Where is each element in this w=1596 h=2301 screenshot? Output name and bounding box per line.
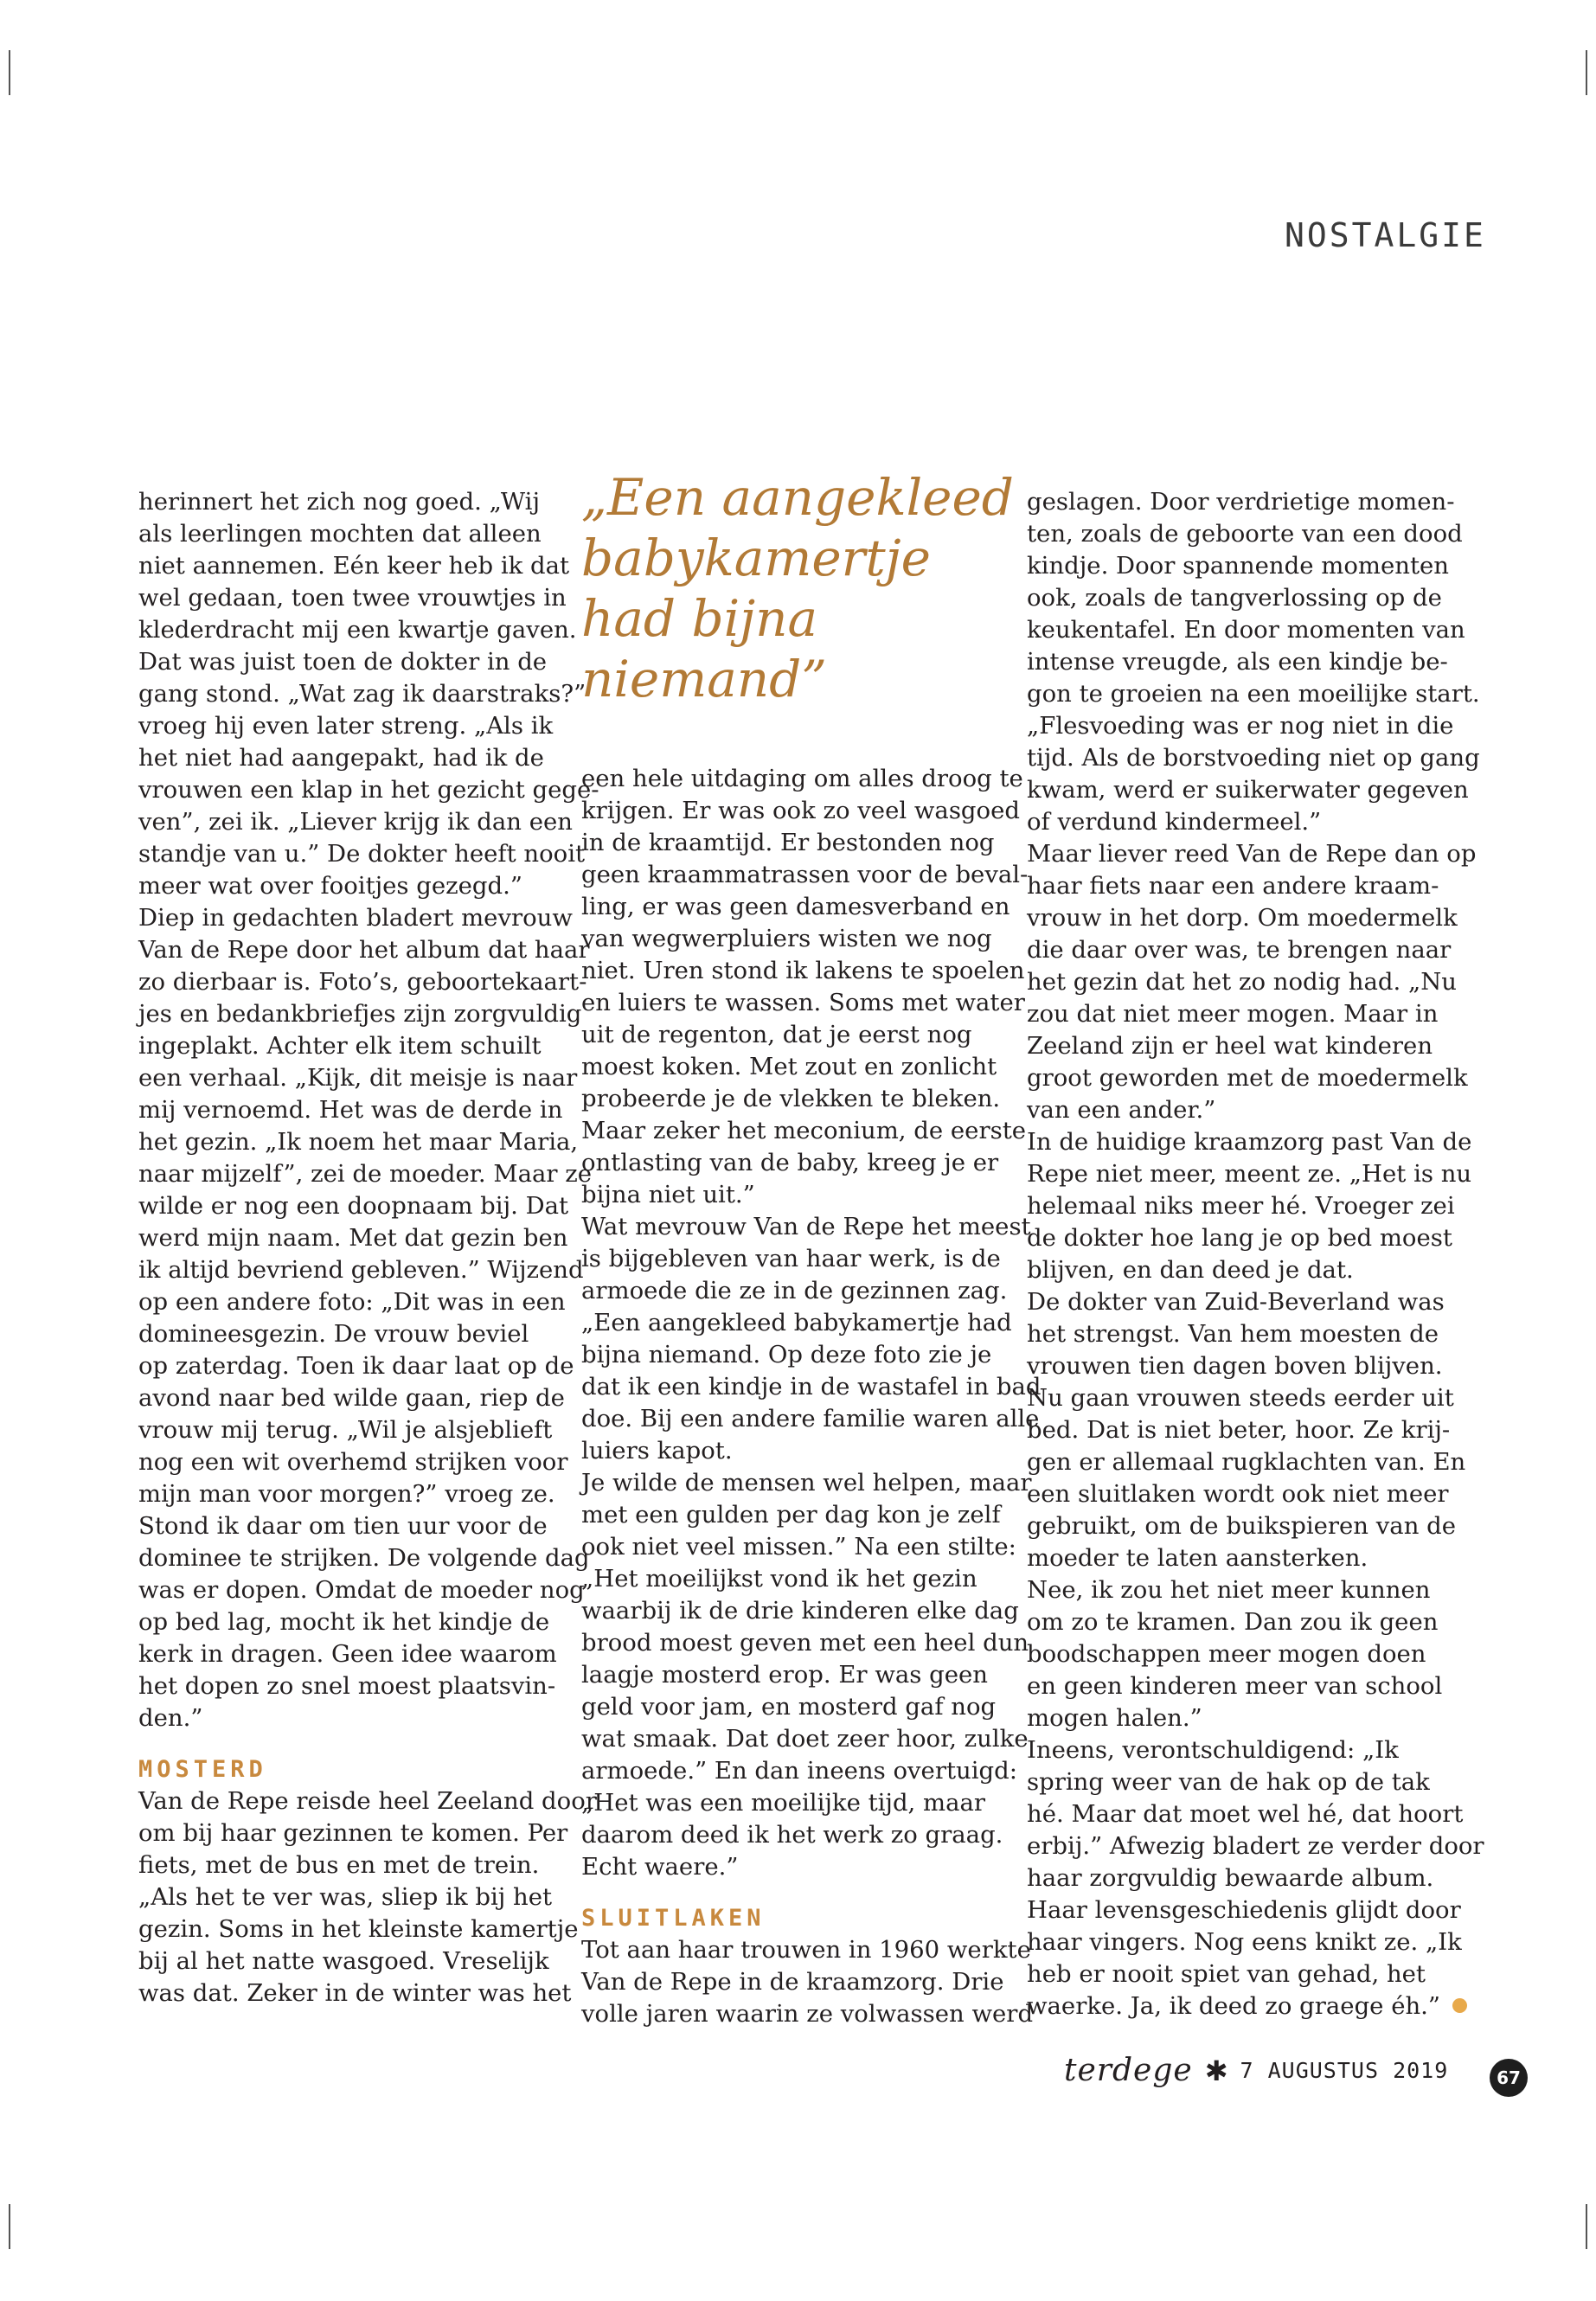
text-line: is bijgebleven van haar werk, is de [581,1245,1001,1272]
text-line: klederdracht mij een kwartje gaven. [138,616,577,644]
text-line: vrouw mij terug. „Wil je alsjeblieft [138,1416,553,1444]
text-line: vrouwen tien dagen boven blijven. [1027,1352,1443,1380]
text-line: op zaterdag. Toen ik daar laat op de [138,1352,574,1380]
section-label: NOSTALGIE [1285,216,1486,254]
crop-mark-bottom-right [1586,2204,1587,2249]
text-line: mijn man voor morgen?” vroeg ze. [138,1480,555,1508]
pull-quote-line: had bijna [581,589,818,648]
text-line: daarom deed ik het werk zo graag. [581,1821,1003,1849]
text-line: kindje. Door spannende momenten [1027,552,1449,580]
column-1-body-top [138,486,599,1734]
text-line: gang stond. „Wat zag ik daarstraks?” [138,680,586,708]
text-line: moeder te laten aansterken. [1027,1544,1368,1572]
text-line: Nu gaan vrouwen steeds eerder uit [1027,1384,1454,1412]
text-line: naar mijzelf”, zei de moeder. Maar ze [138,1160,593,1188]
pull-quote-line: „Een aangekleed [581,468,1014,527]
issue-date: 7 AUGUSTUS 2019 [1240,2058,1449,2083]
text-line: bed. Dat is niet beter, hoor. Ze krij- [1027,1416,1451,1444]
page-number: 67 [1490,2059,1528,2097]
text-line: ook niet veel missen.” Na een stilte: [581,1533,1016,1561]
text-line: geen kraammatrassen voor de beval- [581,861,1029,888]
text-line: als leerlingen mochten dat alleen [138,520,542,548]
text-line: „Als het te ver was, sliep ik bij het [138,1883,553,1911]
crop-mark-top-left [9,50,10,95]
column-2-body-bottom [581,1934,1034,2030]
text-line: „Het was een moeilijke tijd, maar [581,1789,986,1817]
text-line: jes en bedankbriefjes zijn zorgvuldig [138,1000,582,1028]
text-line: niet. Uren stond ik lakens te spoelen [581,957,1025,984]
text-line: vroeg hij even later streng. „Als ik [138,712,554,740]
text-line: groot geworden met de moedermelk [1027,1064,1468,1092]
text-line: om zo te kramen. Dan zou ik geen [1027,1608,1439,1636]
text-line: ten, zoals de geboorte van een dood [1027,520,1463,548]
text-line: om bij haar gezinnen te komen. Per [138,1819,568,1847]
text-line: blijven, en dan deed je dat. [1027,1256,1354,1284]
text-line: Van de Repe in de kraamzorg. Drie [581,1968,1004,1996]
text-line: helemaal niks meer hé. Vroeger zei [1027,1192,1455,1220]
text-line: Wat mevrouw Van de Repe het meest [581,1213,1031,1240]
text-line: krijgen. Er was ook zo veel wasgoed [581,797,1020,824]
text-line: volle jaren waarin ze volwassen werd [581,2000,1034,2028]
page-footer [1064,2053,1448,2088]
text-line: Nee, ik zou het niet meer kunnen [1027,1576,1431,1604]
text-line: wat smaak. Dat doet zeer hoor, zulke [581,1725,1029,1753]
text-line: van wegwerpluiers wisten we nog [581,925,992,952]
text-line: spring weer van de hak op de tak [1027,1768,1430,1796]
text-line: en luiers te wassen. Soms met water [581,989,1025,1016]
text-line: gen er allemaal rugklachten van. En [1027,1448,1466,1476]
text-line: die daar over was, te brengen naar [1027,936,1452,964]
text-line: een verhaal. „Kijk, dit meisje is naar [138,1064,578,1092]
text-line: moest koken. Met zout en zonlicht [581,1053,997,1080]
text-line: Tot aan haar trouwen in 1960 werkte [581,1936,1031,1964]
text-line: Ineens, verontschuldigend: „Ik [1027,1736,1399,1764]
text-line: avond naar bed wilde gaan, riep de [138,1384,565,1412]
text-line: standje van u.” De dokter heeft nooit [138,840,586,868]
text-line: en geen kinderen meer van school [1027,1672,1443,1700]
crop-mark-bottom-left [9,2204,10,2249]
text-line: een sluitlaken wordt ook niet meer [1027,1480,1449,1508]
text-line: de dokter hoe lang je op bed moest [1027,1224,1452,1252]
pull-quote-line: babykamertje [581,529,931,587]
text-line: hé. Maar dat moet wel hé, dat hoort [1027,1800,1464,1828]
text-line: kerk in dragen. Geen idee waarom [138,1640,557,1668]
text-line: Diep in gedachten bladert mevrouw [138,904,573,932]
text-line: vrouwen een klap in het gezicht gege- [138,776,599,804]
text-line: bijna niet uit.” [581,1181,755,1208]
text-line: Van de Repe reisde heel Zeeland door [138,1787,597,1815]
text-line: waarbij ik de drie kinderen elke dag [581,1597,1019,1625]
text-line: op een andere foto: „Dit was in een [138,1288,566,1316]
text-line: dominee te strijken. De volgende dag [138,1544,590,1572]
text-line: Je wilde de mensen wel helpen, maar [581,1469,1032,1497]
text-line: het dopen zo snel moest plaatsvin- [138,1672,556,1700]
text-line: ook, zoals de tangverlossing op de [1027,584,1442,612]
text-line: werd mijn naam. Met dat gezin ben [138,1224,568,1252]
text-line: ling, er was geen damesverband en [581,893,1010,920]
text-line: van een ander.” [1027,1096,1216,1124]
text-line: met een gulden per dag kon je zelf [581,1501,1001,1529]
text-line: bijna niemand. Op deze foto zie je [581,1341,992,1368]
column-1-body-bottom [138,1785,597,2009]
text-line: geslagen. Door verdrietige momen- [1027,488,1455,516]
text-line: meer wat over fooitjes gezegd.” [138,872,522,900]
text-line: gezin. Soms in het kleinste kamertje [138,1915,579,1943]
pull-quote-line: niemand” [581,650,827,708]
text-line: in de kraamtijd. Er bestonden nog [581,829,995,856]
text-line: een hele uitdaging om alles droog te [581,765,1023,792]
text-line: probeerde je de vlekken te bleken. [581,1085,1001,1112]
text-line: armoede die ze in de gezinnen zag. [581,1277,1008,1304]
text-line: boodschappen meer mogen doen [1027,1640,1426,1668]
text-line: „Een aangekleed babykamertje had [581,1309,1012,1336]
text-line: den.” [138,1704,203,1732]
subheading-mosterd: MOSTERD [138,1756,267,1783]
text-line: domineesgezin. De vrouw beviel [138,1320,529,1348]
text-line: haar vingers. Nog eens knikt ze. „Ik [1027,1928,1462,1956]
text-line: was dat. Zeker in de winter was het [138,1979,572,2007]
text-line: het strengst. Van hem moesten de [1027,1320,1439,1348]
text-line: ingeplakt. Achter elk item schuilt [138,1032,542,1060]
article-column-2 [581,467,1042,2030]
text-line: Dat was juist toen de dokter in de [138,648,548,676]
article-column-3 [1027,486,1484,2022]
text-line: wel gedaan, toen twee vrouwtjes in [138,584,567,612]
text-line: armoede.” En dan ineens overtuigd: [581,1757,1018,1785]
text-line: gebruikt, om de buikspieren van de [1027,1512,1457,1540]
text-line: geld voor jam, en mosterd gaf nog [581,1693,997,1721]
text-line: Echt waere.” [581,1853,739,1881]
text-line: vrouw in het dorp. Om moedermelk [1027,904,1458,932]
pull-quote [581,467,1014,709]
text-line: erbij.” Afwezig bladert ze verder door [1027,1832,1484,1860]
text-line: Haar levensgeschiedenis glijdt door [1027,1896,1461,1924]
text-line: wilde er nog een doopnaam bij. Dat [138,1192,569,1220]
text-line: luiers kapot. [581,1437,733,1465]
text-line: ven”, zei ik. „Liever krijg ik dan een [138,808,573,836]
text-line: keukentafel. En door momenten van [1027,616,1465,644]
text-line: fiets, met de bus en met de trein. [138,1851,540,1879]
text-line: zou dat niet meer mogen. Maar in [1027,1000,1439,1028]
article-column-1 [138,486,599,2009]
text-line: haar fiets naar een andere kraam- [1027,872,1439,900]
text-line: Maar liever reed Van de Repe dan op [1027,840,1477,868]
text-line: nog een wit overhemd strijken voor [138,1448,568,1476]
text-line: Van de Repe door het album dat haar [138,936,590,964]
text-line: Stond ik daar om tien uur voor de [138,1512,548,1540]
text-line: tijd. Als de borstvoeding niet op gang [1027,744,1480,772]
text-line: het gezin. „Ik noem het maar Maria, [138,1128,579,1156]
text-line: laagje mosterd erop. Er was geen [581,1661,988,1689]
text-line: ontlasting van de baby, kreeg je er [581,1149,999,1176]
end-of-article-dot-icon [1452,1998,1467,2013]
text-line: kwam, werd er suikerwater gegeven [1027,776,1469,804]
text-line: ik altijd bevriend gebleven.” Wijzend [138,1256,584,1284]
text-line: het gezin dat het zo nodig had. „Nu [1027,968,1457,996]
text-line: het niet had aangepakt, had ik de [138,744,544,772]
text-line: was er dopen. Omdat de moeder nog [138,1576,585,1604]
text-line: waerke. Ja, ik deed zo graege éh.” [1027,1990,1438,2022]
text-line: mij vernoemd. Het was de derde in [138,1096,563,1124]
magazine-logo: terdege [1064,2053,1193,2088]
text-line: Maar zeker het meconium, de eerste [581,1117,1027,1144]
text-line: „Flesvoeding was er nog niet in die [1027,712,1454,740]
text-line: heb er nooit spiet van gehad, het [1027,1960,1426,1988]
text-line: gon te groeien na een moeilijke start. [1027,680,1480,708]
text-line: zo dierbaar is. Foto’s, geboortekaart- [138,968,587,996]
text-line: of verdund kindermeel.” [1027,808,1322,836]
subheading-sluitlaken: SLUITLAKEN [581,1905,766,1932]
text-line: niet aannemen. Eén keer heb ik dat [138,552,570,580]
text-line: intense vreugde, als een kindje be- [1027,648,1448,676]
text-line: mogen halen.” [1027,1704,1202,1732]
text-line: op bed lag, mocht ik het kindje de [138,1608,550,1636]
text-line: dat ik een kindje in de wastafel in bad [581,1373,1042,1400]
text-line: doe. Bij een andere familie waren alle [581,1405,1040,1433]
text-line: „Het moeilijkst vond ik het gezin [581,1565,977,1593]
text-line: In de huidige kraamzorg past Van de [1027,1128,1472,1156]
text-line: bij al het natte wasgoed. Vreselijk [138,1947,549,1975]
text-line: brood moest geven met een heel dun [581,1629,1029,1657]
asterisk-icon: ✱ [1204,2054,1228,2087]
text-line: herinnert het zich nog goed. „Wij [138,488,540,516]
text-line: Repe niet meer, meent ze. „Het is nu [1027,1160,1472,1188]
text-line: haar zorgvuldig bewaarde album. [1027,1864,1434,1892]
text-line: De dokter van Zuid-Beverland was [1027,1288,1445,1316]
column-2-body-top [581,763,1042,1883]
column-3-body [1027,486,1484,2022]
text-line: uit de regenton, dat je eerst nog [581,1021,972,1048]
crop-mark-top-right [1586,50,1587,95]
text-line: Zeeland zijn er heel wat kinderen [1027,1032,1433,1060]
